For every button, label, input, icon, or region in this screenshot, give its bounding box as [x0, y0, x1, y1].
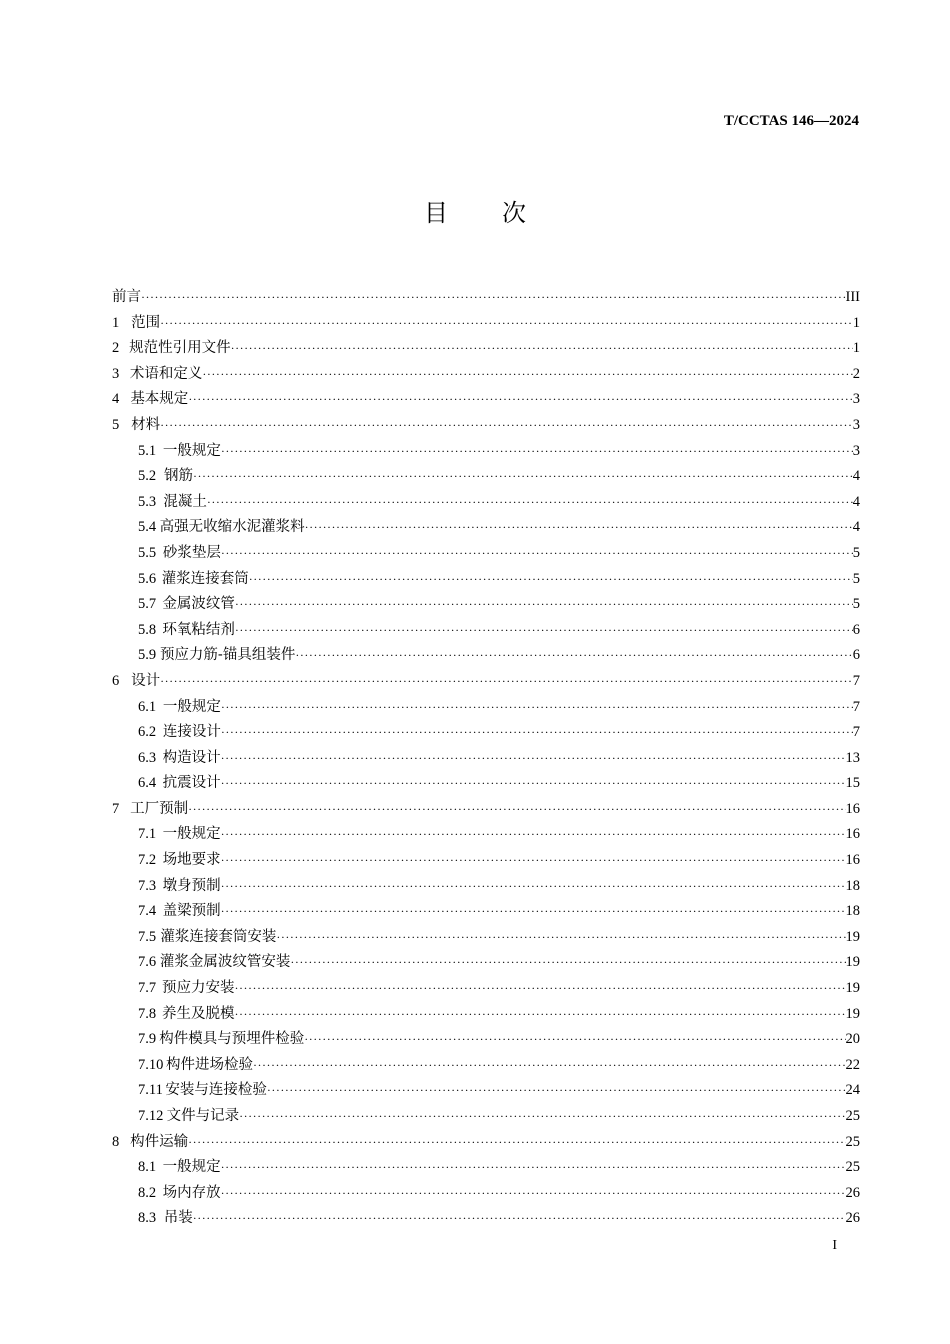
toc-entry-page: 6: [852, 647, 860, 664]
toc-entry-number: 7.10: [138, 1056, 164, 1073]
toc-entry[interactable]: [112, 695, 860, 721]
toc-dot-leader: [235, 592, 853, 618]
toc-entry-page: 26: [845, 1210, 860, 1227]
toc-entry-label: 金属波纹管: [162, 596, 235, 613]
toc-dot-leader: [221, 695, 853, 721]
toc-entry-label: 预应力筋-锚具组装件: [159, 647, 296, 664]
toc-entry-page: 25: [845, 1108, 860, 1124]
toc-entry-page: 4: [852, 519, 860, 536]
toc-entry-label: 规范性引用文件: [129, 340, 231, 357]
toc-entry-label: 连接设计: [162, 724, 221, 741]
toc-entry[interactable]: [112, 822, 860, 848]
toc-dot-leader: [253, 1053, 846, 1079]
toc-entry-number: 6.3: [138, 749, 157, 766]
toc-dot-leader: [267, 1078, 846, 1104]
toc-entry[interactable]: [112, 848, 860, 874]
toc-entry[interactable]: [112, 746, 860, 772]
toc-entry-page: 1: [852, 314, 860, 331]
toc-entry-label: 抗震设计: [162, 775, 221, 792]
toc-dot-leader: [207, 490, 853, 516]
toc-entry-label: 墩身预制: [162, 877, 221, 894]
toc-entry-label: 环氧粘结剂: [162, 621, 235, 638]
toc-dot-leader: [221, 822, 846, 848]
toc-entry-number: 7.11: [138, 1082, 163, 1099]
toc-entry-number: 8.1: [138, 1159, 157, 1176]
toc-entry-page: 4: [852, 468, 860, 485]
toc-entry-number: 7.5: [138, 928, 157, 945]
toc-entry-label: 基本规定: [130, 391, 189, 408]
toc-entry-number: 7: [112, 800, 120, 817]
toc-entry[interactable]: [112, 1181, 860, 1207]
toc-dot-leader: [221, 720, 853, 746]
toc-dot-leader: [188, 1130, 845, 1156]
toc-entry-label: 养生及脱模: [162, 1005, 235, 1022]
toc-entry[interactable]: [112, 899, 860, 925]
toc-entry[interactable]: [112, 771, 860, 797]
toc-entry-label: 场内存放: [162, 1184, 221, 1201]
toc-entry[interactable]: [112, 643, 860, 669]
toc-entry-number: 7.3: [138, 877, 157, 894]
toc-dot-leader: [221, 874, 846, 900]
toc-entry[interactable]: [112, 464, 860, 490]
toc-entry-page: 1: [852, 340, 860, 357]
toc-entry-page: 20: [845, 1031, 860, 1048]
toc-entry[interactable]: [112, 874, 860, 900]
toc-entry-page: 26: [845, 1184, 860, 1201]
toc-dot-leader: [276, 925, 845, 951]
toc-dot-leader: [160, 311, 853, 337]
toc-dot-leader: [160, 669, 853, 695]
toc-entry-number: 5.9: [138, 647, 157, 664]
toc-entry-page: 19: [845, 980, 860, 997]
toc-entry[interactable]: [112, 1130, 860, 1156]
toc-entry-page: 19: [845, 954, 860, 971]
toc-entry-number: 7.12: [138, 1108, 164, 1124]
toc-dot-leader: [188, 387, 852, 413]
toc-entry[interactable]: [112, 976, 860, 1002]
toc-entry-label: 高强无收缩水泥灌浆料: [159, 519, 305, 536]
toc-entry-page: 25: [845, 1159, 860, 1176]
toc-entry[interactable]: [112, 541, 860, 567]
toc-entry-label: 灌浆连接套筒安装: [160, 928, 277, 945]
toc-entry[interactable]: [112, 285, 860, 311]
toc-entry-page: 22: [845, 1056, 860, 1073]
toc-dot-leader: [235, 618, 853, 644]
toc-entry-label: 安装与连接检验: [165, 1082, 267, 1099]
toc-entry-page: 7: [852, 724, 860, 741]
toc-entry-label: 盖梁预制: [162, 903, 221, 920]
standard-code: T/CCTAS 146—2024: [723, 113, 859, 129]
page-title: [0, 196, 950, 230]
toc-entry-number: 7.9: [138, 1031, 157, 1048]
toc-entry-label: 预应力安装: [162, 980, 235, 997]
toc-entry[interactable]: [112, 413, 860, 439]
toc-entry[interactable]: [112, 362, 860, 388]
toc-entry-number: 6.1: [138, 698, 157, 715]
toc-entry-label: 场地要求: [162, 852, 221, 869]
toc-entry-page: 6: [852, 621, 860, 638]
toc-entry[interactable]: [112, 1053, 860, 1079]
toc-dot-leader: [160, 413, 853, 439]
toc-dot-leader: [295, 643, 852, 669]
toc-entry[interactable]: [112, 387, 860, 413]
toc-entry-number: 5.2: [138, 468, 157, 485]
toc-entry-label: 构件进场检验: [165, 1056, 253, 1073]
toc-entry[interactable]: [112, 592, 860, 618]
toc-entry-label: 范围: [131, 314, 161, 331]
toc-entry-page: 5: [852, 596, 860, 613]
toc-entry-page: 16: [845, 852, 860, 869]
toc-entry[interactable]: [112, 1206, 860, 1232]
toc-entry-number: 5.7: [138, 596, 157, 613]
toc-entry-page: 16: [845, 800, 860, 817]
toc-entry-number: 7.6: [138, 954, 157, 971]
toc-entry[interactable]: [112, 925, 860, 951]
toc-entry-page: 24: [845, 1082, 860, 1099]
toc-entry-page: 15: [845, 775, 860, 792]
toc-entry-page: 5: [852, 570, 860, 587]
toc-entry-page: 3: [852, 442, 860, 459]
toc-dot-leader: [221, 899, 846, 925]
toc-entry-number: 7.2: [138, 852, 157, 869]
toc-entry-page: 2: [852, 365, 860, 382]
toc-entry-label: 材料: [131, 416, 161, 433]
toc-dot-leader: [290, 950, 845, 976]
table-of-contents: [112, 285, 860, 1232]
toc-entry-label: 工厂预制: [130, 800, 189, 817]
toc-entry-label: 一般规定: [162, 1159, 221, 1176]
toc-entry-label: 一般规定: [162, 826, 221, 843]
toc-dot-leader: [239, 1104, 845, 1130]
toc-dot-leader: [249, 567, 853, 593]
toc-dot-leader: [221, 1155, 846, 1181]
toc-entry-label: 术语和定义: [129, 365, 203, 382]
toc-entry-label: 混凝土: [163, 493, 207, 510]
toc-entry-page: 3: [852, 416, 860, 433]
toc-entry-number: 7.1: [138, 826, 157, 843]
toc-dot-leader: [235, 976, 846, 1002]
toc-entry-label: 灌浆金属波纹管安装: [159, 954, 291, 971]
toc-entry-number: 5.6: [138, 570, 157, 587]
toc-entry-label: 一般规定: [162, 442, 221, 459]
toc-entry-number: 3: [112, 365, 120, 382]
toc-entry[interactable]: [112, 311, 860, 337]
toc-entry-page: 13: [845, 749, 860, 766]
toc-entry[interactable]: [112, 669, 860, 695]
toc-entry[interactable]: [112, 1078, 860, 1104]
toc-entry-number: 7.8: [138, 1005, 157, 1022]
toc-entry-page: 7: [852, 672, 860, 689]
toc-entry-label: 一般规定: [162, 698, 221, 715]
toc-entry-number: 2: [112, 340, 120, 357]
toc-entry-number: 5.5: [138, 544, 157, 561]
toc-entry[interactable]: [112, 950, 860, 976]
toc-entry[interactable]: [112, 490, 860, 516]
title-char-2: 次: [502, 199, 526, 227]
toc-entry-number: 6.2: [138, 724, 157, 741]
toc-entry-label: 文件与记录: [166, 1108, 240, 1124]
toc-dot-leader: [221, 848, 846, 874]
toc-entry[interactable]: [112, 336, 860, 362]
title-char-1: 目: [424, 199, 448, 227]
toc-dot-leader: [231, 336, 853, 362]
toc-entry[interactable]: [112, 567, 860, 593]
toc-dot-leader: [221, 541, 853, 567]
toc-entry-number: 5: [112, 416, 120, 433]
toc-entry-page: 5: [852, 544, 860, 561]
toc-entry-label: 前言: [112, 289, 141, 305]
page-number: I: [832, 1238, 837, 1253]
toc-entry-page: III: [845, 289, 860, 305]
toc-entry-number: 5.8: [138, 621, 157, 638]
toc-dot-leader: [221, 771, 846, 797]
toc-entry-number: 6: [112, 672, 120, 689]
toc-entry-number: 5.1: [138, 442, 157, 459]
toc-entry-page: 3: [852, 391, 860, 408]
toc-dot-leader: [305, 515, 853, 541]
toc-entry-label: 砂浆垫层: [162, 544, 221, 561]
toc-entry-page: 18: [845, 877, 860, 894]
toc-entry-page: 19: [845, 1005, 860, 1022]
toc-dot-leader: [141, 285, 846, 311]
toc-dot-leader: [193, 464, 853, 490]
toc-entry-page: 18: [845, 903, 860, 920]
toc-dot-leader: [221, 746, 846, 772]
toc-dot-leader: [235, 1002, 846, 1028]
toc-dot-leader: [221, 1181, 846, 1207]
toc-entry-label: 构件模具与预埋件检验: [159, 1031, 305, 1048]
toc-entry[interactable]: [112, 618, 860, 644]
toc-entry-number: 7.7: [138, 980, 157, 997]
toc-dot-leader: [193, 1206, 846, 1232]
toc-entry-number: 8: [112, 1133, 120, 1150]
toc-entry-number: 8.3: [138, 1210, 157, 1227]
toc-entry-number: 1: [112, 314, 120, 331]
toc-entry-number: 5.3: [138, 493, 157, 510]
toc-entry-label: 构件运输: [130, 1133, 189, 1150]
toc-entry-label: 构造设计: [162, 749, 221, 766]
toc-entry-label: 设计: [131, 672, 161, 689]
toc-entry[interactable]: [112, 515, 860, 541]
toc-entry-number: 4: [112, 391, 120, 408]
toc-dot-leader: [202, 362, 852, 388]
toc-entry-page: 25: [845, 1133, 860, 1150]
toc-entry[interactable]: [112, 720, 860, 746]
toc-entry-number: 8.2: [138, 1184, 157, 1201]
toc-entry-label: 钢筋: [163, 468, 193, 485]
toc-entry-number: 6.4: [138, 775, 157, 792]
toc-entry-number: 5.4: [138, 519, 157, 536]
toc-entry[interactable]: [112, 1104, 860, 1130]
toc-entry[interactable]: [112, 1027, 860, 1053]
toc-entry[interactable]: [112, 1002, 860, 1028]
toc-entry-page: 7: [852, 698, 860, 715]
toc-entry[interactable]: [112, 1155, 860, 1181]
toc-entry[interactable]: [112, 439, 860, 465]
toc-entry-number: 7.4: [138, 903, 157, 920]
toc-entry[interactable]: [112, 797, 860, 823]
toc-entry-page: 19: [845, 928, 860, 945]
toc-entry-label: 灌浆连接套筒: [161, 570, 249, 587]
toc-dot-leader: [221, 439, 853, 465]
toc-dot-leader: [188, 797, 845, 823]
toc-entry-page: 4: [852, 493, 860, 510]
toc-entry-page: 16: [845, 826, 860, 843]
toc-dot-leader: [304, 1027, 845, 1053]
toc-entry-label: 吊装: [163, 1210, 193, 1227]
